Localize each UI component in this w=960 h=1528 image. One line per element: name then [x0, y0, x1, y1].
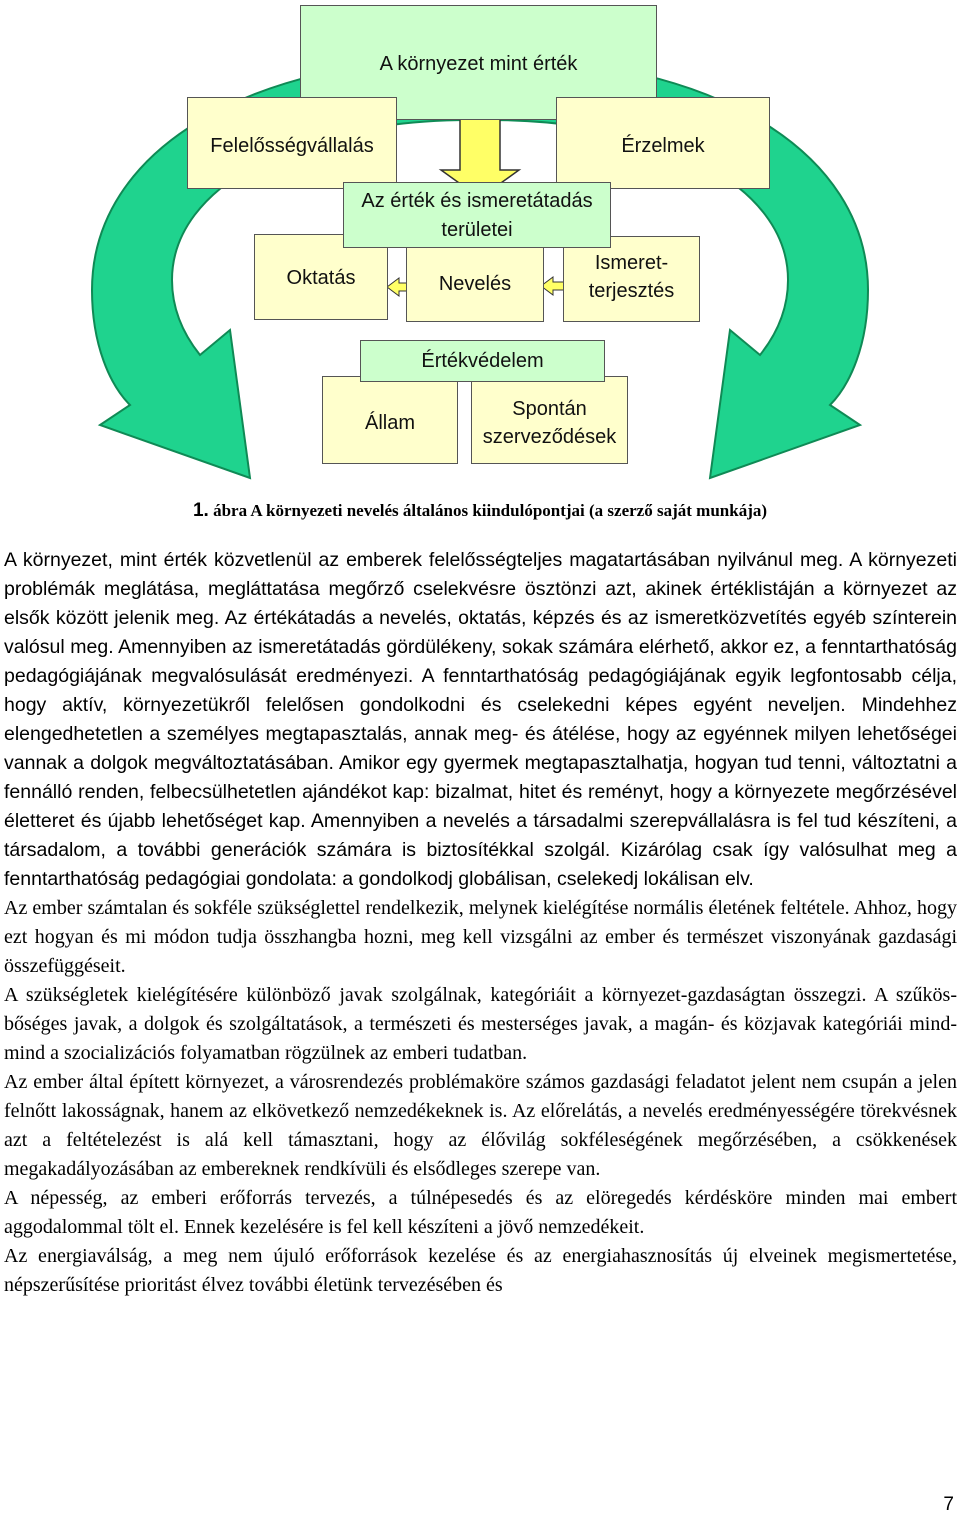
spontaneous-organizations-line2: szerveződések — [482, 426, 617, 448]
page-number: 7 — [943, 1494, 954, 1515]
figure-caption-number: 1. — [192, 500, 209, 521]
spontaneous-organizations-line1: Spontán — [512, 398, 587, 420]
knowledge-dissemination-box — [563, 236, 700, 322]
knowledge-dissemination-line2: terjesztés — [588, 280, 675, 302]
upbringing-label: Nevelés — [438, 273, 512, 295]
spontaneous-organizations-box — [471, 376, 628, 464]
paragraph: A szükségletek kielégítésére különböző javak szolgálnak, kategóriáit a környezet-gazdaságtan összegzi. A szűkös-bőséges javak, a dolgok és szolgáltatások, a természeti és mesterséges javak, a magán- és közjavak kategóriái mind-mind a szocializációs folyamatban rögzülnek az emberi tudatban. — [4, 984, 957, 1064]
value-protection-box — [360, 340, 605, 382]
transfer-areas-box — [343, 182, 611, 248]
paragraph: A népesség, az emberi erőforrás tervezés, a túlnépesedés és az elöregedés kérdésköre minden mai embert aggodalommal tölt el. Ennek kezelésére is fel kell készíteni a jövő nemzedékeit. — [4, 1187, 957, 1238]
upbringing-box — [406, 236, 544, 322]
state-label: Állam — [364, 412, 415, 434]
environment-value-diagram — [0, 0, 960, 480]
transfer-areas-label: Az érték és ismeretátadás területei — [361, 190, 593, 241]
responsibility-label: Felelősségvállalás — [210, 135, 374, 157]
state-box — [322, 376, 458, 464]
emotions-label: Érzelmek — [621, 135, 705, 157]
paragraph: Az ember számtalan és sokféle szükséglettel rendelkezik, melynek kielégítése normális életének feltétele. Ahhoz, hogy ezt hogyan és mi módon tudja összhangba hozni, meg kell vizsgálni az ember és természet viszonyának gazdasági összefüggéseit. — [4, 897, 957, 977]
paragraph: Az ember által épített környezet, a városrendezés problémaköre számos gazdasági feladatot jelent nem csupán a jelen felnőtt lakosságnak, hanem az elkövetkező nemzedékeknek is. Az előrelátás, a nevelés eredményességére törekvésnek azt a feltételezést is alá kell támasztani, hogy az élővilág sokféleségének megőrzésében, a csökkenések megakadályozásában az embereknek rendkívüli és elsődleges szerepe van. — [4, 1071, 957, 1180]
figure-caption — [0, 500, 960, 522]
environment-as-value-label: A környezet mint érték — [379, 53, 578, 75]
paragraph: A környezet, mint érték közvetlenül az emberek felelősségteljes magatartásában nyilvánul meg. A környezeti problémák meglátása, megláttatása megőrző cselekvésre ösztönzi azt, akinek értéklistáján a környezet az elsők között jelenik meg. Az értékátadás a nevelés, oktatás, képzés és az ismeretközvetítés egyéb színterein valósul meg. Amennyiben az ismeretátadás gördülékeny, sokak számára elérhető, akkor ez, a fenntarthatóság pedagógiájának megvalósulását eredményezi. A fenntarthatóság pedagógiájának egyik legfontosabb célja, hogy aktív, környezetükről felelősen gondolkodni és cselekedni képes egyént neveljen. Mindehhez elengedhetetlen a személyes megtapasztalás, annak meg- és átélése, hogy az egyénnek milyen lehetőségei vannak a dolgok megváltoztatásában. Amikor egy gyermek megtapasztalhatja, hogyan tud tenni, változtatni a fennálló renden, felbecsülhetetlen ajándékot kap: bizalmat, hitet és reményt, hogy a környezete megőrzésével életteret és újabb lehetőséget kap. Amennyiben a nevelés a társadalmi szerepvállalásra is fel tud készíteni, a társadalom, a további generációk számára is biztosítékkal szolgál. Kizárólag csak így valósulhat meg a fenntarthatóság pedagógiai gondolata: a gondolkodj globálisan, cselekedj lokálisan elv. — [4, 549, 957, 890]
emotions-box — [556, 97, 770, 189]
figure-caption-text: ábra A környezeti nevelés általános kiindulópontjai (a szerző saját munkája) — [213, 501, 768, 520]
body-text — [4, 546, 957, 1300]
education-label: Oktatás — [286, 267, 356, 289]
value-protection-label: Értékvédelem — [421, 350, 544, 372]
responsibility-box — [187, 97, 397, 189]
knowledge-dissemination-line1: Ismeret- — [594, 252, 669, 274]
paragraph: Az energiaválság, a meg nem újuló erőforrások kezelése és az energiahasznosítás új elveinek megismertetése, népszerűsítése prioritást élvez további életünk tervezésében és — [4, 1245, 957, 1296]
